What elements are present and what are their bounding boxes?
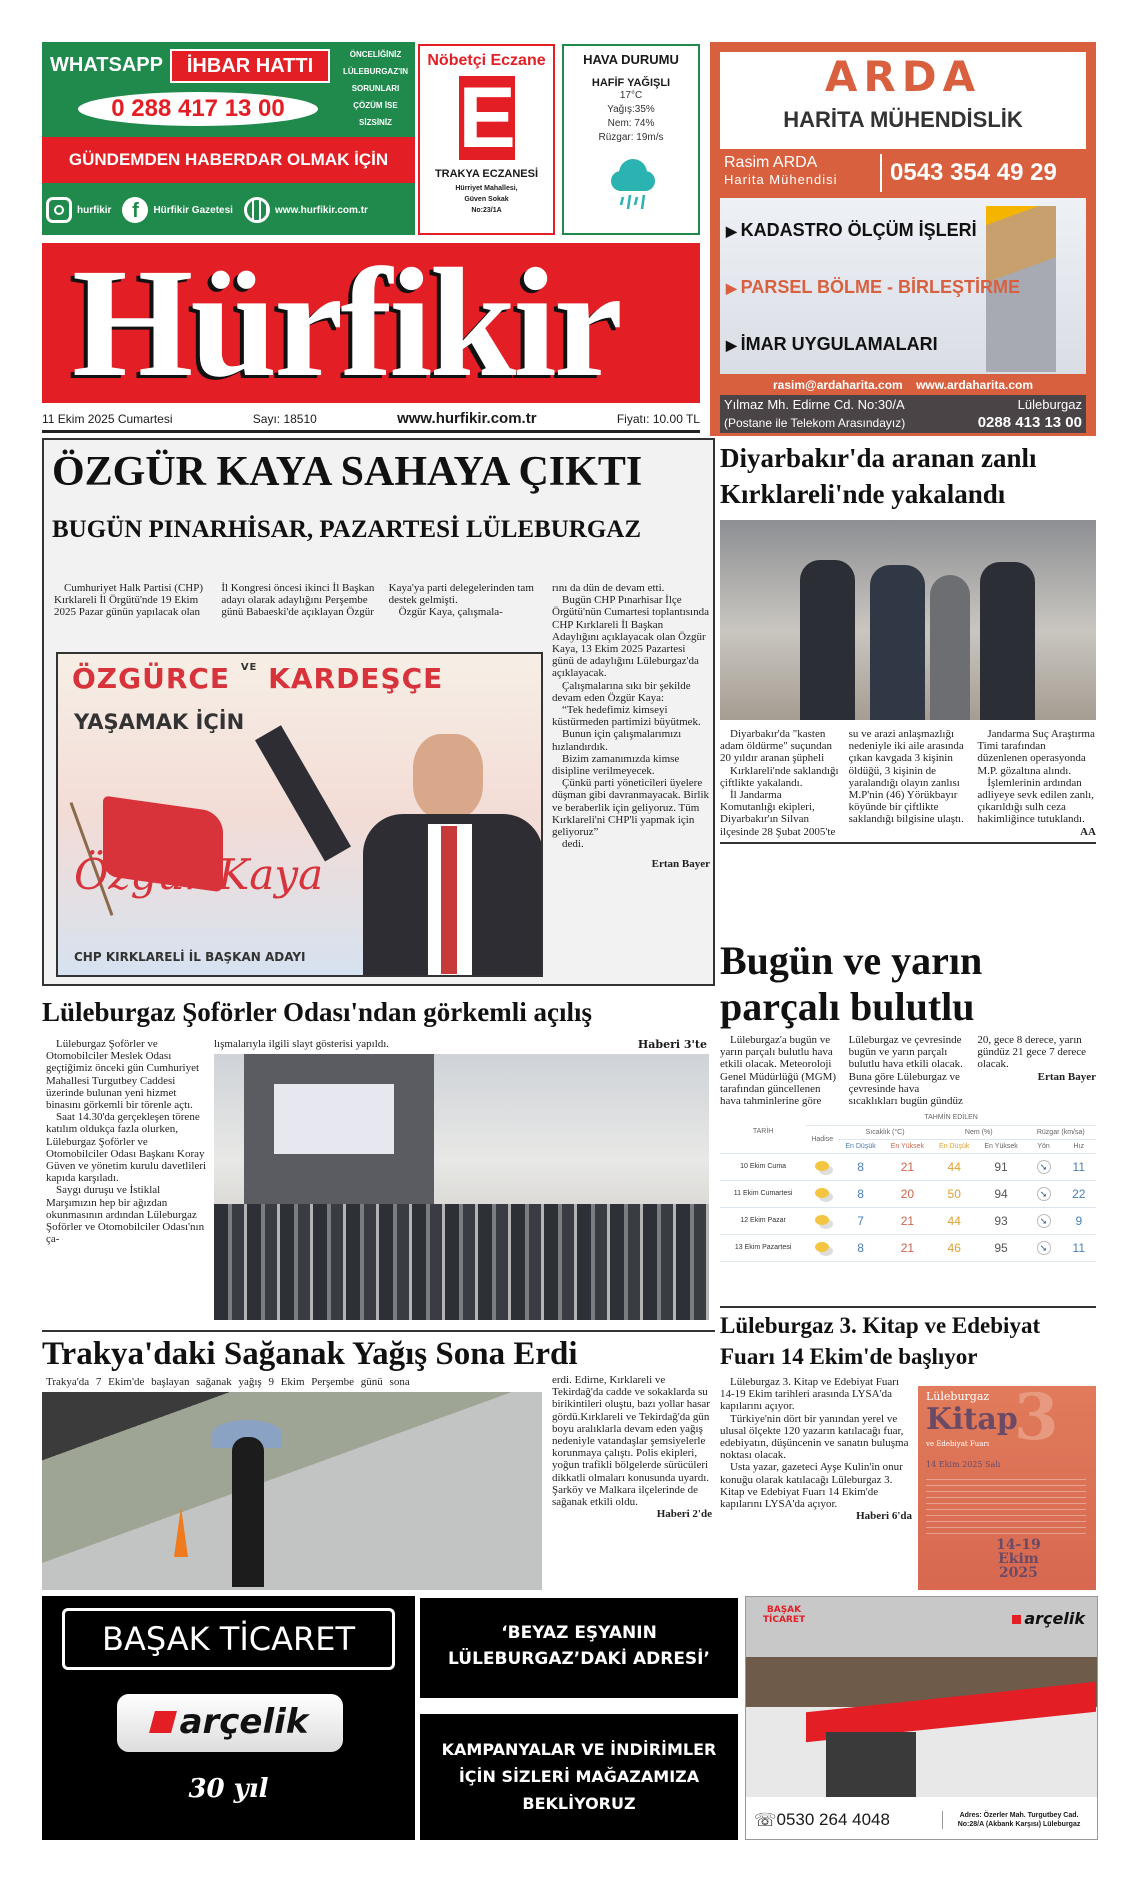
forecast-tmax: 21 <box>883 1234 932 1261</box>
candidate-poster: ÖZGÜRCE $^{VE}$ KARDEŞÇE YAŞAMAK İÇİN Özgür Kaya CHP KIRKLARELİ İL BAŞKAN ADAYI <box>56 652 543 977</box>
diyarbakir-headline[interactable]: Diyarbakır'da aranan zanlı <box>720 443 1037 473</box>
weather-story: Bugün ve yarın parçalı bulutlu Lüleburgaz'a bugün ve yarın parçalı bulutlu hava etkili olacak. Meteoroloji Genel Müdürlüğü (MGM) tarafından güncellenen hava tahminlerine göre Lüleburgaz ve çevresinde bugün ve yarın parçalı bulutlu hava etkili olacak. Buna göre Lüleburgaz ve çevresinde hava sıcaklıkları bugün gündüz 20, gece 8 derece, yarın gündüz 21 gece 7 derece olacak. Ertan Bayer TARİH TAHMİN EDİLEN Hadise Sıcaklık (°C) Nem (%) Rüzgar (km/sa) En Düşük En Yüksek En Düşük En Yüksek Yön Hız 10 Ekim Cuma 8 21 44 91 ➘ 11 11 Ekim Cumartesi 8 20 50 94 ➘ 22 12 Ekim Pazar 7 21 44 93 ➘ 9 13 Ekim Pazartesi 8 21 46 95 ➘ 11 <box>720 938 1096 1262</box>
forecast-row <box>720 1234 1096 1261</box>
whatsapp-title: WHATSAPP <box>50 54 163 76</box>
forecast-row <box>720 1207 1096 1234</box>
duty-pharmacy-box <box>418 44 555 235</box>
instagram-link[interactable]: hurfikir <box>77 204 112 216</box>
diyarbakir-story: Diyarbakır'da aranan zanlı Kırklareli'nde yakalandı Diyarbakır'da "kasten adam öldürme" suçundan 20 yıldır aranan şüpheli Kırklareli'nde saklandığı çiftlikte yakalandı. İl Jandarma Komutanlığı ekipleri, Diyarbakır'ın Silvan ilçesinde 28 Şubat 2005'te su ve arazi anlaşmazlığı nedeniyle iki aile arasında çıkan kavgada 3 kişinin öldüğü, 3 kişinin de yaralandığı olayın zanlısı M.P'nin (46) Yörükbayır köyünde bir çiftlikte saklandığı bilgisine ulaştı. Jandarma Suç Araştırma Timi tarafından düzenlenen operasyonda M.P. gözaltına alındı. İşlemlerinin ardından adliyeye sevk edilen zanlı, çıkarıldığı sulh ceza hakimliğince tutuklandı. AA <box>720 440 1096 844</box>
poster-caption: CHP KIRKLARELİ İL BAŞKAN ADAYI <box>74 950 306 964</box>
partly-cloudy-icon <box>806 1153 838 1180</box>
arda-person: Rasim ARDA <box>724 154 818 171</box>
basak-name: BAŞAK TİCARET <box>62 1608 395 1670</box>
forecast-hmax: 95 <box>977 1234 1026 1261</box>
arda-city: Lüleburgaz <box>1017 397 1082 412</box>
wind-direction-icon: ➘ <box>1026 1234 1062 1261</box>
weather-box <box>562 44 700 235</box>
rain-street-photo <box>42 1392 542 1590</box>
service-item: PARSEL BÖLME - BİRLEŞTİRME <box>740 277 1020 297</box>
weather-headline[interactable]: Bugün ve yarın <box>720 938 983 983</box>
lead-body-a: Cumhuriyet Halk Partisi (CHP) Kırklareli İl Örgütü'nde 19 Ekim 2025 Pazar günün yapılacak olan İl Kongresi öncesi ikinci İl Başkan adayı olarak adaylığını Perşembe günü Babaeski'de açıklayan Özgür Kaya'ya parti delegelerinden tam destek gelmişti. Özgür Kaya, çalışmala- <box>54 582 534 619</box>
forecast-tmin: 8 <box>838 1234 883 1261</box>
arda-email[interactable]: rasim@ardaharita.com <box>772 378 903 392</box>
forecast-speed: 11 <box>1062 1153 1096 1180</box>
arda-role: Harita Mühendisi <box>724 172 838 187</box>
partly-cloudy-icon <box>806 1234 838 1261</box>
promo-text: KAMPANYALAR VE İNDİRİMLER İÇİN SİZLERİ MAĞAZAMIZA BEKLİYORUZ <box>420 1714 738 1840</box>
lead-subheadline: BUGÜN PINARHİSAR, PAZARTESİ LÜLEBURGAZ <box>52 516 642 543</box>
arda-address: Yılmaz Mh. Edirne Cd. No:30/A <box>724 397 905 412</box>
forecast-row <box>720 1180 1096 1207</box>
forecast-tmin: 8 <box>838 1153 883 1180</box>
facebook-icon: f <box>122 197 148 223</box>
forecast-table: TARİH TAHMİN EDİLEN Hadise Sıcaklık (°C) Nem (%) Rüzgar (km/sa) En Düşük En Yüksek En Düşük En Yüksek Yön Hız 10 Ekim Cuma 8 21 44 91 ➘ 11 11 Ekim Cumartesi 8 20 50 94 ➘ 22 12 Ekim Pazar 7 21 44 93 ➘ 9 13 Ekim Pazartesi 8 21 46 95 ➘ 11 <box>720 1111 1096 1262</box>
hotline-label: İHBAR HATTI <box>170 49 330 83</box>
continued-ref[interactable]: Haberi 3'te <box>637 1038 707 1051</box>
arda-website[interactable]: www.ardaharita.com <box>916 378 1034 392</box>
store-address: Adres: Özerler Mah. Turgutbey Cad. No:28/A (Akbank Karşısı) Lüleburgaz <box>942 1811 1092 1829</box>
book-fair-story: Lüleburgaz 3. Kitap ve Edebiyat Fuarı 14 Ekim'de başlıyor Lüleburgaz 3. Kitap ve Edebiyat Fuarı 14-19 Ekim tarihleri arasında LYSA'da kapılarını açıyor. Türkiye'nin dört bir yanından yerel ve ulusal ölçekte 120 yazarın katılacağı fuar, edebiyatın, düşüncenin ve sanatın buluşma noktası olacak. Usta yazar, gazeteci Ayşe Kulin'in onur konuğu olarak katılacağı Lüleburgaz 3. Kitap ve Edebiyat Fuarı 14 Ekim'de kapılarını LYSA'da açıyor. Haberi 6'da Lüleburgaz 3 Kitap ve Edebiyat Fuarı 14 Ekim 2025 Salı 14-19 Ekim 2025 <box>720 1306 1096 1372</box>
arda-address-note: (Postane ile Telekom Arasındayız) <box>724 416 906 430</box>
opening-ceremony-photo <box>214 1054 709 1320</box>
store-phone[interactable]: 0530 264 4048 <box>776 1810 890 1829</box>
globe-icon <box>244 197 270 223</box>
arda-brand: ARDA <box>824 52 982 101</box>
basak-ticaret-ad <box>42 1596 415 1840</box>
soforler-story: Lüleburgaz Şoförler Odası'ndan görkemli açılış Lüleburgaz Şoförler ve Otomobilciler Meslek Odası geçtiğimiz önceki gün Cumhuriyet Mahallesi Turgutbey Caddesi üzerinde bulunan yeni hizmet binasını görkemli bir törenle açtı. Saat 14.30'da gerçekleşen törene katılım oldukça fazla olurken, Lüleburgaz Şoförler ve Otomobilciler Odası Başkanı Koray Güven ve yönetim kurulu davetlileri kapıda karşıladı. Saygı duruşu ve İstiklal Marşımızın hep bir ağızdan okunmasının ardından Lüleburgaz Şoförler ve Otomobilciler Odası'nın ça- lışmalarıyla ilgili slayt gösterisi yapıldı. Haberi 3'te <box>42 992 715 1032</box>
pharmacy-name: TRAKYA ECZANESİ <box>434 168 539 180</box>
forecast-date: 13 Ekim Pazartesi <box>720 1234 806 1261</box>
basak-slogan-ad <box>420 1598 738 1840</box>
site-url[interactable]: www.hurfikir.com.tr <box>397 410 537 427</box>
service-item: İMAR UYGULAMALARI <box>740 334 938 354</box>
arda-phone2[interactable]: 0288 413 13 00 <box>977 414 1082 431</box>
diyarbakir-body: Diyarbakır'da "kasten adam öldürme" suçundan 20 yıldır aranan şüpheli Kırklareli'nde saklandığı çiftlikte yakalandı. İl Jandarma Komutanlığı ekipleri, Diyarbakır'ın Silvan ilçesinde 28 Şubat 2005'te su ve arazi anlaşmazlığı nedeniyle iki aile arasında çıkan kavgada 3 kişinin öldüğü, 3 kişinin de yaralandığı olayın zanlısı M.P'nin (46) Yörükbayır köyünde bir çiftlikte saklandığı bilgisine ulaştı. Jandarma Suç Araştırma Timi tarafından düzenlenen operasyonda M.P. gözaltına alındı. İşlemlerinin ardından adliyeye sevk edilen zanlı, çıkarıldığı sulh ceza hakimliğince tutuklandı. AA <box>720 728 1096 838</box>
pharmacy-address: Hürriyet Mahallesi, Güven Sokak No:23/1A <box>455 185 518 214</box>
facebook-link[interactable]: Hürfikir Gazetesi <box>153 204 233 216</box>
weather-condition: HAFİF YAĞIŞLI <box>591 77 671 89</box>
basak-logo: BAŞAK TİCARET <box>762 1605 806 1625</box>
banner-text: GÜNDEMDEN HABERDAR OLMAK İÇİN <box>42 137 415 183</box>
forecast-row <box>720 1153 1096 1180</box>
issue-number: Sayı: 18510 <box>252 412 317 426</box>
arcelik-logo: arçelik <box>117 1694 343 1752</box>
forecast-hmax: 94 <box>977 1180 1026 1207</box>
forecast-speed: 9 <box>1062 1207 1096 1234</box>
weather-body: Lüleburgaz'a bugün ve yarın parçalı bulutlu hava etkili olacak. Meteoroloji Genel Müdürlüğü (MGM) tarafından güncellenen hava tahminlerine göre Lüleburgaz ve çevresinde bugün ve yarın parçalı bulutlu hava etkili olacak. Buna göre Lüleburgaz ve çevresinde hava sıcaklıkları bugün gündüz 20, gece 8 derece, yarın gündüz 21 gece 7 derece olacak. Ertan Bayer <box>720 1034 1096 1108</box>
lead-body-b: rını da dün de devam etti. Bugün CHP Pınarhisar İlçe Örgütü'nün Cumartesi toplantısında CHP Kırklareli İl Başkan Adaylığını açıklayacak olan Özgür Kaya, 13 Ekim 2025 Pazartesi günü de adaylığını Lüleburgaz'da açıklayacak. Çalışmalarına sıkı bir şekilde devam eden Özgür Kaya: “Tek hedefimiz kimseyi küstürmeden partimizi büyütmek. Bunun için çalışmalarımızı hızlandırdık. Bizim zamanımızda kimse disipline verilmeyecek. Çünkü parti yöneticileri üyelere düşman gibi davranmayacak. Birlik ve beraberlik için geliyoruz. Tüm Kırklareli'ni CHP'li yapmak için geliyoruz” dedi. Ertan Bayer <box>552 582 710 871</box>
arda-services-panel: ▶ KADASTRO ÖLÇÜM İŞLERİ ▶ PARSEL BÖLME - BİRLEŞTİRME ▶ İMAR UYGULAMALARI <box>720 198 1086 374</box>
byline: Ertan Bayer <box>651 858 710 871</box>
book-fair-poster: Lüleburgaz 3 Kitap ve Edebiyat Fuarı 14 Ekim 2025 Salı 14-19 Ekim 2025 <box>918 1386 1096 1590</box>
hotline-phone[interactable]: 0 288 417 13 00 <box>78 92 318 126</box>
lead-headline[interactable]: ÖZGÜR KAYA SAHAYA ÇIKTI <box>52 449 643 495</box>
forecast-hmin: 44 <box>932 1207 977 1234</box>
forecast-hmin: 50 <box>932 1180 977 1207</box>
trakya-rain-story: Trakya'daki Sağanak Yağış Sona Erdi Trakya'da 7 Ekim'de başlayan sağanak yağış 9 Ekim Perşembe günü sona erdi. Edirne, Kırklareli ve Tekirdağ'da cadde ve sokaklarda su birikintileri oluştu, bazı yollar hasar gördü.Kırklareli ve Tekirdağ'da gün boyu aralıklarla devam eden yağış nedeniyle vatandaşlar şemsiyelerle korunmaya çalıştı. Polis ekipleri, yoğun trafikli bölgelerde sürücüleri dikkatli olmaları konusunda uyardı. Şarköy ve Malkara ilçelerinde de sağanak etkili oldu. Haberi 2'de <box>42 1330 715 1374</box>
trakya-body: erdi. Edirne, Kırklareli ve Tekirdağ'da cadde ve sokaklarda su birikintileri oluştu, bazı yollar hasar gördü.Kırklareli ve Tekirdağ'da gün boyu aralıklarla devam eden yağış nedeniyle vatandaşlar şemsiyelerle korunmaya çalıştı. Polis ekipleri, yoğun trafikli bölgelerde sürücüleri dikkatli olmaları konusunda uyardı. Şarköy ve Malkara ilçelerinde de sağanak etkili oldu. Haberi 2'de <box>552 1374 712 1521</box>
weather-temp: 17°C <box>619 90 643 101</box>
forecast-hmin: 44 <box>932 1153 977 1180</box>
arda-phone[interactable]: 0543 354 49 29 <box>880 154 1057 192</box>
newspaper-logo[interactable]: Hürfikir <box>72 236 620 409</box>
forecast-hmax: 93 <box>977 1207 1026 1234</box>
service-item: KADASTRO ÖLÇÜM İŞLERİ <box>740 220 977 240</box>
basak-store-ad: BAŞAK TİCARET arçelik ☏ 0530 264 4048 Adres: Özerler Mah. Turgutbey Cad. No:28/A (Akbank Karşısı) Lüleburgaz <box>745 1596 1098 1840</box>
social-links <box>46 190 412 230</box>
forecast-tmax: 21 <box>883 1207 932 1234</box>
wind-direction-icon: ➘ <box>1026 1153 1062 1180</box>
weather-humidity: Nem: 74% <box>607 118 655 129</box>
arrest-photo <box>720 520 1096 720</box>
forecast-date: 10 Ekim Cuma <box>720 1153 806 1180</box>
arda-subtitle: HARİTA MÜHENDİSLİK <box>783 107 1023 132</box>
forecast-hmin: 46 <box>932 1234 977 1261</box>
book-fair-headline[interactable]: Lüleburgaz 3. Kitap ve Edebiyat <box>720 1313 1041 1338</box>
slogan-side: ÖNCELİĞİNİZ LÜLEBURGAZ'IN SORUNLARI ÇÖZÜM İSE SİZSİNİZ <box>342 50 408 127</box>
anniversary-badge: 30 yıl <box>188 1774 269 1804</box>
weather-title: HAVA DURUMU <box>583 52 679 67</box>
forecast-date: 12 Ekim Pazar <box>720 1207 806 1234</box>
whatsapp-hotline-ad <box>42 42 415 235</box>
candidate-photo <box>313 714 543 976</box>
arda-surveying-ad <box>710 42 1096 436</box>
forecast-speed: 11 <box>1062 1234 1096 1261</box>
partly-cloudy-icon <box>806 1180 838 1207</box>
continued-ref[interactable]: Haberi 6'da <box>856 1510 912 1523</box>
forecast-tmin: 7 <box>838 1207 883 1234</box>
forecast-hmax: 91 <box>977 1153 1026 1180</box>
dateline <box>42 410 700 433</box>
partly-cloudy-icon <box>806 1207 838 1234</box>
trakya-headline[interactable]: Trakya'daki Sağanak Yağış Sona Erdi <box>42 1336 578 1372</box>
price: Fiyatı: 10.00 TL <box>616 412 700 426</box>
website-link[interactable]: www.hurfikir.com.tr <box>274 204 368 216</box>
pharmacy-e-icon: E <box>458 70 516 166</box>
wind-direction-icon: ➘ <box>1026 1180 1062 1207</box>
issue-date: 11 Ekim 2025 Cumartesi <box>42 412 173 426</box>
slogan-text: ‘BEYAZ EŞYANIN LÜLEBURGAZ’DAKİ ADRESİ’ <box>420 1598 738 1698</box>
forecast-tmax: 20 <box>883 1180 932 1207</box>
byline: AA <box>1080 825 1096 838</box>
instagram-icon <box>46 197 72 223</box>
arda-address-bar <box>720 395 1086 433</box>
lead-story <box>42 438 715 986</box>
continued-ref[interactable]: Haberi 2'de <box>656 1508 712 1521</box>
forecast-speed: 22 <box>1062 1180 1096 1207</box>
byline: Ertan Bayer <box>1037 1070 1096 1083</box>
pharmacy-title: Nöbetçi Eczane <box>427 52 546 69</box>
masthead <box>42 236 700 409</box>
candidate-name: Özgür Kaya <box>74 850 324 899</box>
book-fair-body: Lüleburgaz 3. Kitap ve Edebiyat Fuarı 14-19 Ekim tarihleri arasında LYSA'da kapılarını açıyor. Türkiye'nin dört bir yanından yerel ve ulusal ölçekte 120 yazarın katılacağı fuar, edebiyatın, düşüncenin ve sanatın buluşma noktası olacak. Usta yazar, gazeteci Ayşe Kulin'in onur konuğu olarak katılacağı Lüleburgaz 3. Kitap ve Edebiyat Fuarı 14 Ekim'de kapılarını LYSA'da açıyor. Haberi 6'da <box>720 1376 912 1523</box>
weather-rain: Yağış:35% <box>607 104 655 115</box>
weather-wind: Rüzgar: 19m/s <box>598 132 664 143</box>
soforler-headline[interactable]: Lüleburgaz Şoförler Odası'ndan görkemli açılış <box>42 997 593 1027</box>
rain-cloud-icon <box>601 153 661 213</box>
soforler-body: Lüleburgaz Şoförler ve Otomobilciler Meslek Odası geçtiğimiz önceki gün Cumhuriyet Mahallesi Turgutbey Caddesi üzerinde bulunan yeni hizmet binasını görkemli bir törenle açtı. Saat 14.30'da gerçekleşen törene katılım oldukça fazla olurken, Lüleburgaz Şoförler ve Otomobilciler Odası Başkanı Koray Güven ve yönetim kurulu davetlileri kapıda karşıladı. Saygı duruşu ve İstiklal Marşımızın hep bir ağızdan okunmasının ardından Lüleburgaz Şoförler ve Otomobilciler Odası'nın ça- <box>46 1038 207 1246</box>
forecast-tmax: 21 <box>883 1153 932 1180</box>
wind-direction-icon: ➘ <box>1026 1207 1062 1234</box>
forecast-date: 11 Ekim Cumartesi <box>720 1180 806 1207</box>
forecast-tmin: 8 <box>838 1180 883 1207</box>
phone-icon: ☏ <box>754 1809 777 1831</box>
